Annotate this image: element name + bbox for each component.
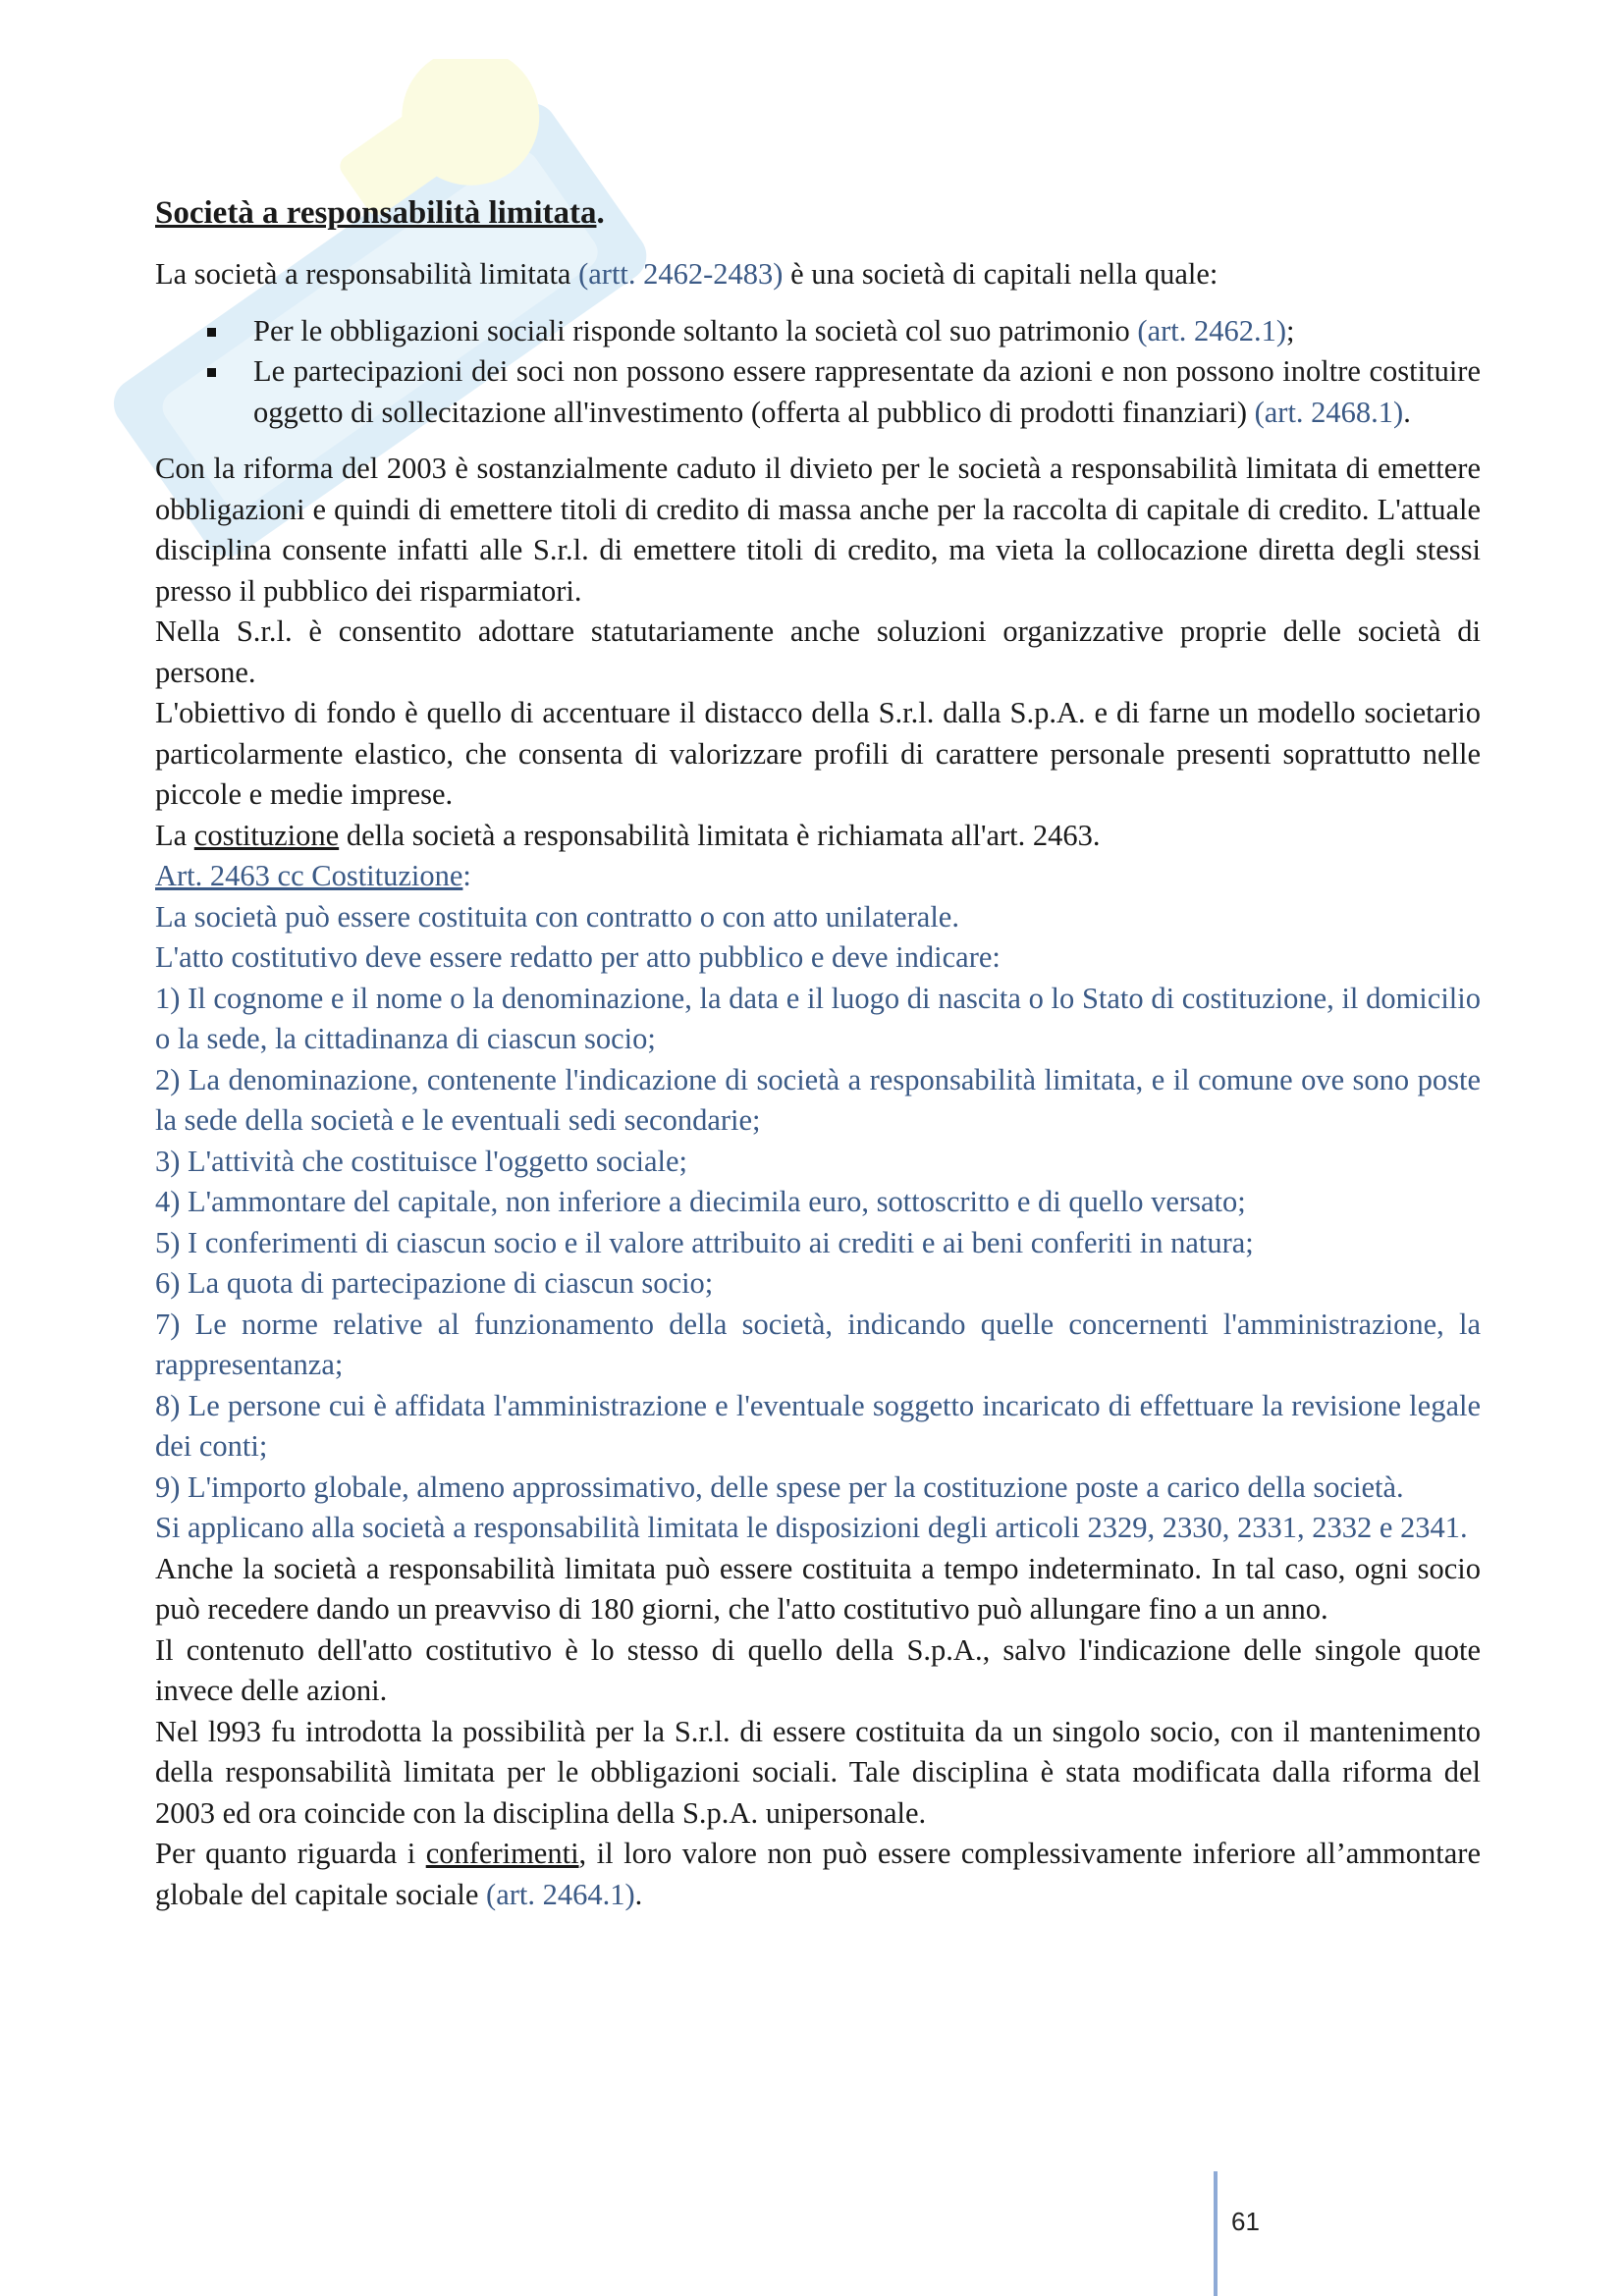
article-line: 4) L'ammontare del capitale, non inferiore a diecimila euro, sottoscritto e di quello versato; <box>155 1185 1246 1218</box>
article-line: L'atto costitutivo deve essere redatto per atto pubblico e deve indicare: <box>155 940 1001 974</box>
document-page <box>155 191 1481 1915</box>
article-line: La società può essere costituita con contratto o con atto unilaterale. <box>155 899 959 934</box>
article-line: 8) Le persone cui è affidata l'amministrazione e l'eventuale soggetto incaricato di effettuare la revisione legale dei conti; <box>155 1388 1481 1463</box>
article-line: Si applicano alla società a responsabilità limitata le disposizioni degli articoli 2329, 2330, 2331, 2332 e 2341. <box>155 1511 1468 1544</box>
article-line: 7) Le norme relative al funzionamento della società, indicando quelle concernenti l'amministrazione, la rappresentanza; <box>155 1307 1481 1381</box>
paragraph-riforma: Con la riforma del 2003 è sostanzialmente caduto il divieto per le società a responsabilità limitata di emettere obbligazioni e quindi di emettere titoli di credito di massa anche per la raccolta di capitale di credito. L'attuale disciplina consente infatti alle S.r.l. di emettere titoli di credito, ma vieta la collocazione diretta degli stessi presso il pubblico dei risparmiatori. <box>155 452 1481 608</box>
page-number: 61 <box>1231 2207 1260 2236</box>
article-reference: (art. 2464.1) <box>486 1877 635 1911</box>
paragraph-conferimenti: Per quanto riguarda i conferimenti, il loro valore non può essere complessivamente inferiore all’ammontare globale del capitale sociale (art. 2464.1). <box>155 1837 1481 1911</box>
paragraph-1993: Nel l993 fu introdotta la possibilità per la S.r.l. di essere costituita da un singolo socio, con il mantenimento della responsabilità limitata per le obbligazioni sociali. Tale disciplina è stata modificata dalla riforma del 2003 ed ora coincide con la disciplina della S.p.A. unipersonale. <box>155 1714 1481 1830</box>
list-item: Per le obbligazioni sociali risponde soltanto la società col suo patrimonio (art. 2462.1); <box>155 311 1481 352</box>
article-reference: (art. 2468.1) <box>1254 395 1404 429</box>
intro-paragraph: La società a responsabilità limitata (artt. 2462-2483) è una società di capitali nella quale: <box>155 257 1218 291</box>
article-quote <box>155 856 1481 1549</box>
paragraph-srl: Nella S.r.l. è consentito adottare statutariamente anche soluzioni organizzative proprie delle società di persone. <box>155 614 1481 689</box>
article-reference: (art. 2462.1) <box>1137 313 1287 347</box>
article-line: 5) I conferimenti di ciascun socio e il valore attribuito ai crediti e ai beni conferiti in natura; <box>155 1225 1254 1259</box>
paragraph-costituzione: La costituzione della società a responsabilità limitata è richiamata all'art. 2463. <box>155 818 1101 852</box>
bullet-list <box>155 311 1481 434</box>
article-reference: (artt. 2462-2483) <box>578 257 784 291</box>
article-line: 2) La denominazione, contenente l'indicazione di società a responsabilità limitata, e il comune ove sono poste la sede della società e le eventuali sedi secondarie; <box>155 1062 1481 1137</box>
footer-divider <box>1214 2171 1218 2296</box>
paragraph-tempo: Anche la società a responsabilità limitata può essere costituita a tempo indeterminato. In tal caso, ogni socio può recedere dando un preavviso di 180 giorni, che l'atto costitutivo può allungare fino a un anno. <box>155 1551 1481 1626</box>
article-line: 3) L'attività che costituisce l'oggetto sociale; <box>155 1144 688 1178</box>
paragraph-contenuto: Il contenuto dell'atto costitutivo è lo stesso di quello della S.p.A., salvo l'indicazione delle singole quote invece delle azioni. <box>155 1632 1481 1707</box>
list-item: Le partecipazioni dei soci non possono essere rappresentate da azioni e non possono inoltre costituire oggetto di sollecitazione all'investimento (offerta al pubblico di prodotti finanziari) (art. 2468.1). <box>155 351 1481 433</box>
article-heading: Art. 2463 cc Costituzione: <box>155 859 471 892</box>
article-line: 6) La quota di partecipazione di ciascun socio; <box>155 1266 714 1300</box>
article-line: 1) Il cognome e il nome o la denominazione, la data e il luogo di nascita o lo Stato di costituzione, il domicilio o la sede, la cittadinanza di ciascun socio; <box>155 981 1481 1055</box>
page-title: Società a responsabilità limitata. <box>155 195 605 231</box>
article-line: 9) L'importo globale, almeno approssimativo, delle spese per la costituzione poste a carico della società. <box>155 1469 1404 1504</box>
paragraph-obiettivo: L'obiettivo di fondo è quello di accentuare il distacco della S.r.l. dalla S.p.A. e di farne un modello societario particolarmente elastico, che consenta di valorizzare profili di carattere personale presenti soprattutto nelle piccole e medie imprese. <box>155 696 1481 811</box>
